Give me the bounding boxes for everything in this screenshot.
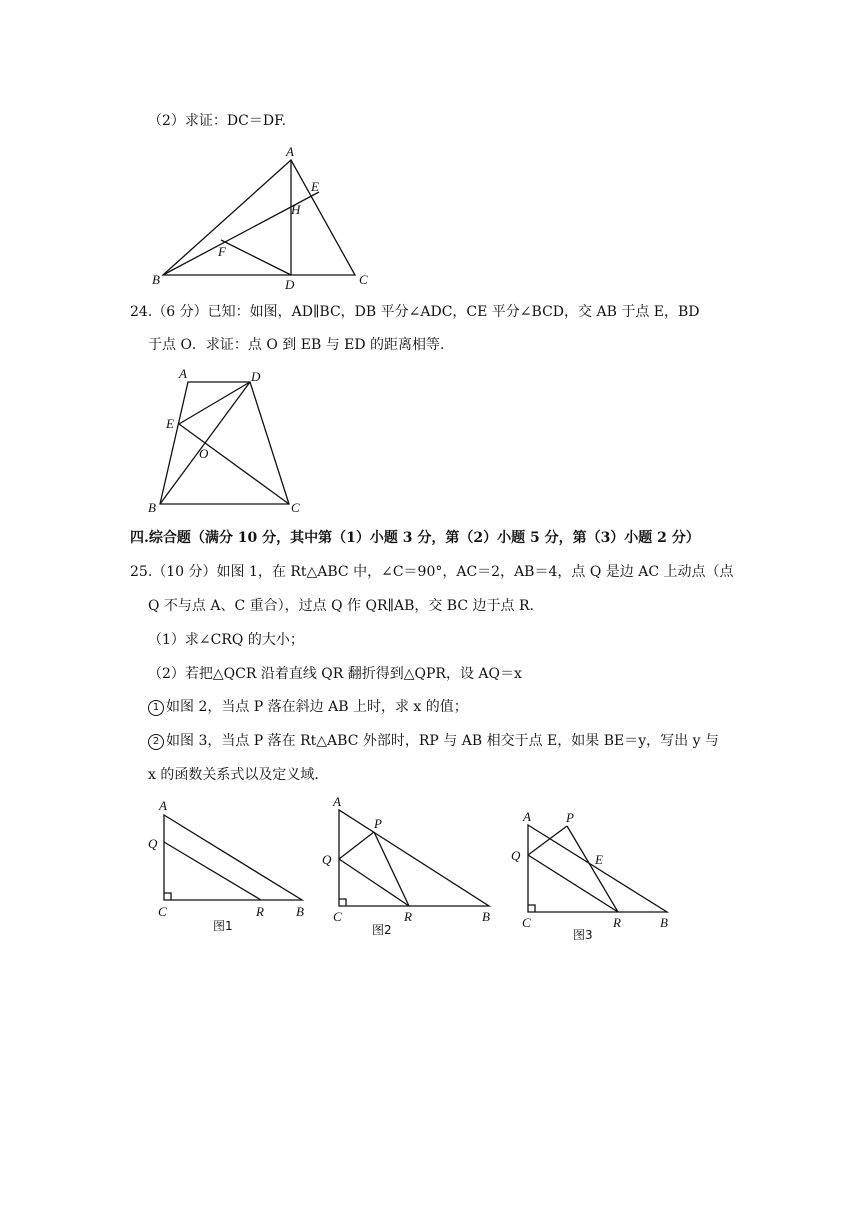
fig2-right-angle-mark <box>339 899 346 906</box>
q23-label-c: C <box>359 272 368 287</box>
fig3-label-b: B <box>660 915 668 930</box>
q25-part2: （2）若把△QCR 沿着直线 QR 翻折得到△QPR，设 AQ＝x <box>148 666 522 682</box>
fig1-label-b: B <box>296 904 304 919</box>
fig3-label-e: E <box>595 852 603 867</box>
circled-number-2: 2 <box>148 734 164 750</box>
q23-part2: （2）求证：DC＝DF. <box>148 113 287 129</box>
section-4-title: 四.综合题（满分 10 分，其中第（1）小题 3 分，第（2）小题 5 分，第（3）小题 2 分） <box>130 530 700 546</box>
q23-label-b: B <box>152 272 160 287</box>
fig1-label-a: A <box>159 798 167 813</box>
fig2-label-q: Q <box>322 852 332 867</box>
fig3-segment-qp <box>528 826 567 855</box>
q23-label-e: E <box>311 179 319 194</box>
fig3-caption: 图3 <box>573 928 593 942</box>
q23-label-d: D <box>285 277 295 292</box>
fig2-label-b: B <box>482 909 490 924</box>
fig1-triangle-acb <box>164 815 302 900</box>
fig2-triangle-acb <box>339 810 489 906</box>
fig1-caption: 图1 <box>213 919 233 933</box>
fig1-label-q: Q <box>148 836 158 851</box>
q24-line2: 于点 O．求证：点 O 到 EB 与 ED 的距离相等. <box>148 337 445 353</box>
fig2-label-c: C <box>333 909 342 924</box>
fig1-segment-qr <box>164 842 261 900</box>
fig1-label-c: C <box>158 904 167 919</box>
q25-figure-1 <box>148 798 304 933</box>
q24-label-a: A <box>179 366 187 381</box>
fig3-segment-qr <box>528 855 618 912</box>
fig3-segment-pr <box>567 826 618 912</box>
fig3-label-a: A <box>523 809 531 824</box>
q23-label-f: F <box>218 244 226 259</box>
q24-line1: 24.（6 分）已知：如图，AD∥BC，DB 平分∠ADC，CE 平分∠BCD，交 AB 于点 E，BD <box>130 304 700 320</box>
q25-line2: Q 不与点 A、C 重合），过点 Q 作 QR∥AB，交 BC 边于点 R． <box>148 598 544 614</box>
q24-label-e: E <box>166 416 174 431</box>
fig1-label-r: R <box>256 904 264 919</box>
fig2-label-p: P <box>374 816 382 831</box>
q23-label-h: H <box>291 202 301 217</box>
q24-label-c: C <box>291 500 300 515</box>
fig2-label-a: A <box>333 794 341 809</box>
q24-label-d: D <box>251 369 261 384</box>
q25-figure-2 <box>322 794 490 937</box>
circled-number-1: 1 <box>148 700 164 716</box>
fig2-label-r: R <box>404 909 412 924</box>
q25-sub1-text: 如图 2，当点 P 落在斜边 AB 上时，求 x 的值； <box>166 699 468 715</box>
fig3-label-c: C <box>522 915 531 930</box>
q24-label-o: O <box>199 446 209 461</box>
q25-line1: 25.（10 分）如图 1，在 Rt△ABC 中，∠C＝90°，AC＝2，AB＝4，点 Q 是边 AC 上动点（点 <box>130 564 734 580</box>
fig2-caption: 图2 <box>372 923 392 937</box>
q25-sub2-cont: x 的函数关系式以及定义域. <box>148 767 319 783</box>
fig3-label-q: Q <box>511 848 521 863</box>
q25-sub2-text: 如图 3，当点 P 落在 Rt△ABC 外部时，RP 与 AB 相交于点 E，如果 BE＝y，写出 y 与 <box>166 733 719 749</box>
q25-part1: （1）求∠CRQ 的大小； <box>148 632 304 648</box>
q24-label-b: B <box>148 500 156 515</box>
fig3-label-p: P <box>566 810 574 825</box>
fig3-label-r: R <box>613 915 621 930</box>
fig1-right-angle-mark <box>164 893 171 900</box>
fig3-right-angle-mark <box>528 905 535 912</box>
q25-figure-3 <box>511 809 668 942</box>
q23-label-a: A <box>286 144 294 159</box>
fig2-segment-qp <box>339 832 374 859</box>
